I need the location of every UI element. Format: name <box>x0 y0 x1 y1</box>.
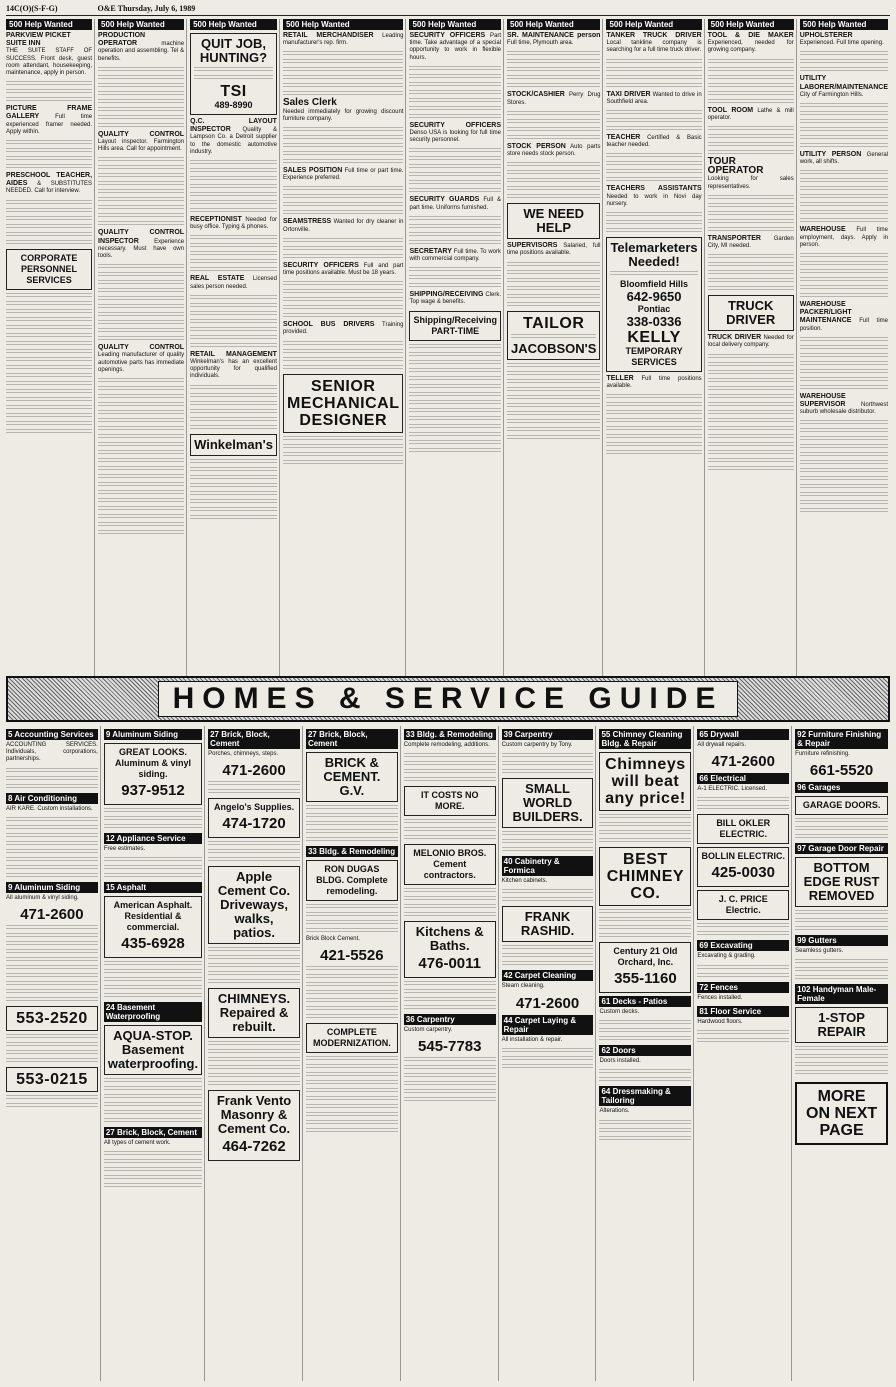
classified-ad: SUPERVISORS Salaried, full time positions available. <box>507 242 601 257</box>
column-9 <box>800 19 890 679</box>
category-header: 102 Handyman Male-Female <box>795 984 888 1004</box>
display-ad: American Asphalt. Residential & commercial. 435-6928 <box>104 896 202 958</box>
classified-ad: TELLER Full time positions available. <box>606 375 702 390</box>
display-ad: Frank Vento Masonry & Cement Co. 464-7262 <box>208 1090 300 1161</box>
display-ad: GARAGE DOORS. <box>795 796 888 815</box>
category-header: 12 Appliance Service <box>104 833 202 844</box>
display-ad: COMPLETE MODERNIZATION. <box>306 1023 398 1053</box>
guide-column-5 <box>404 726 499 1381</box>
more-on-next-page: MORE ON NEXT PAGE <box>795 1082 888 1145</box>
category-header: 24 Basement Waterproofing <box>104 1002 202 1022</box>
classified-ad: TANKER TRUCK DRIVER Local tankline company is searching for a full time truck driver. <box>606 32 702 54</box>
service-ad: Custom carpentry by Tony. <box>501 742 573 748</box>
classified-ad: TRUCK DRIVER Needed for local delivery company. <box>707 334 794 349</box>
classified-ad: REAL ESTATE Licensed sales person needed. <box>190 275 277 290</box>
classified-ad: UPHOLSTERER Experienced. Full time opening. <box>799 32 884 47</box>
display-ad: 553-0215 <box>6 1067 98 1092</box>
classified-ad: Q.C. LAYOUT INSPECTOR Quality & Lampson Co. a Detroit supplier to the domestic automotive industry. <box>190 118 277 155</box>
guide-column-6 <box>502 726 597 1381</box>
classified-ad: SECURITY OFFICERS Full and part time positions available. Must be 18 years. <box>282 261 404 277</box>
category-header: 97 Garage Door Repair <box>795 843 888 854</box>
service-ad: Doors installed. <box>599 1058 641 1065</box>
category-header: 33 Bldg. & Remodeling <box>306 846 398 857</box>
category-header: 33 Bldg. & Remodeling <box>404 729 496 740</box>
category-header: 61 Decks - Patios <box>599 996 691 1007</box>
classified-ad: SR. MAINTENANCE person Full time, Plymouth area. <box>507 32 601 47</box>
display-ad: Angelo's Supplies. 474-1720 <box>208 798 300 838</box>
display-ad: J. C. PRICE Electric. <box>697 890 789 920</box>
service-ad: All aluminum & vinyl siding. <box>6 894 79 901</box>
service-ad: Custom carpentry. <box>403 1027 453 1034</box>
display-ad: BOLLIN ELECTRIC. 425-0030 <box>697 847 789 887</box>
service-ad: Hardwood floors. <box>697 1018 743 1025</box>
service-ad: A-1 ELECTRIC. Licensed. <box>697 786 768 793</box>
classified-ad: SHIPPING/RECEIVING Clerk. Top wage & benefits. <box>409 291 501 306</box>
category-header: 99 Gutters <box>795 935 888 946</box>
column-8 <box>708 19 797 679</box>
category-header: 9 Aluminum Siding <box>6 882 98 893</box>
service-ad: Custom decks. <box>599 1009 640 1015</box>
category-header: 62 Doors <box>599 1045 691 1056</box>
column-2 <box>98 19 187 679</box>
service-ad: Complete remodeling, additions. <box>403 742 490 748</box>
phone-number: 471-2600 <box>222 762 286 780</box>
guide-column-3 <box>208 726 303 1381</box>
classified-ad: UTILITY LABORER/MAINTENANCE City of Farmington Hills. <box>799 75 888 98</box>
section-header: 500 Help Wanted <box>283 19 404 30</box>
classified-ad: PARKVIEW PICKET SUITE INN THE SUITE STAFF OF SUCCESS. Front desk, guest room attendant, housekeeping, maintenance, apply in person. <box>6 32 93 77</box>
display-ad: SENIOR MECHANICAL DESIGNER <box>283 374 404 433</box>
display-ad: WE NEED HELP <box>507 203 600 239</box>
category-header: 9 Aluminum Siding <box>104 729 202 740</box>
classified-ad: TOOL & DIE MAKER Experienced, needed for growing company. <box>707 32 794 54</box>
classified-ad: TOUR OPERATOR Looking for sales representatives. <box>707 156 794 190</box>
service-ad: Porches, chimneys, steps. <box>208 751 279 757</box>
section-header: 500 Help Wanted <box>507 19 600 30</box>
display-ad: CORPORATE PERSONNEL SERVICES <box>6 249 92 290</box>
category-header: 69 Excavating <box>697 940 789 951</box>
section-header: 500 Help Wanted <box>708 19 794 30</box>
column-4 <box>283 19 407 679</box>
category-header: 64 Dressmaking & Tailoring <box>599 1086 691 1106</box>
service-ad: Furniture refinishing. <box>795 751 850 757</box>
category-header: 27 Brick, Block, Cement <box>208 729 300 749</box>
display-ad: SMALL WORLD BUILDERS. <box>502 778 594 828</box>
column-6 <box>507 19 603 679</box>
display-ad: QUIT JOB, HUNTING? TSI 489-8990 <box>190 33 277 115</box>
classified-ad: RETAIL MERCHANDISER Leading manufacturer's rep. firm. <box>282 32 404 47</box>
display-ad: Winkelman's <box>190 434 277 456</box>
classified-ad: TEACHER Certified & Basic teacher needed. <box>606 134 702 149</box>
display-ad: 1-STOP REPAIR <box>795 1007 888 1043</box>
classified-ad: WAREHOUSE PACKER/LIGHT MAINTENANCE Full time position. <box>799 301 889 332</box>
classified-ad: QUALITY CONTROL Leading manufacturer of quality automotive parts has immediate openings. <box>98 344 185 373</box>
display-ad: FRANK RASHID. <box>502 906 594 942</box>
masthead <box>6 4 890 16</box>
page-code: 14C(O)(S-F-G) <box>6 4 58 13</box>
classified-ad: STOCK/CASHIER Perry Drug Stores. <box>507 91 601 106</box>
classified-ad: QUALITY CONTROL Layout inspector. Farmington Hills area. Call for appointment. <box>98 130 185 153</box>
section-header: 500 Help Wanted <box>606 19 701 30</box>
service-ad: Brick Block Cement. <box>305 936 360 942</box>
service-ad: Steam cleaning. <box>501 983 545 990</box>
category-header: 27 Brick, Block, Cement <box>104 1127 202 1138</box>
classified-ad: SECRETARY Full time. To work with commercial company. <box>409 247 501 263</box>
category-header: 42 Carpet Cleaning <box>502 970 594 981</box>
category-header: 66 Electrical <box>697 773 789 784</box>
classified-ad: RECEPTIONIST Needed for busy office. Typing & phones. <box>190 216 277 231</box>
display-ad: BOTTOM EDGE RUST REMOVED <box>795 857 888 907</box>
display-ad: GREAT LOOKS. Aluminum & vinyl siding. 937-9512 <box>104 743 202 805</box>
phone-number: 471-2600 <box>515 994 580 1012</box>
category-header: 8 Air Conditioning <box>6 793 98 804</box>
phone-number: 471-2600 <box>711 753 775 771</box>
classified-ad: WAREHOUSE Full time employment, days. Apply in person. <box>799 226 888 248</box>
service-ad: All installation & repair. <box>501 1036 563 1043</box>
classified-ad: PRODUCTION OPERATOR machine operation and assembling. Tel & benefits. <box>98 32 185 62</box>
display-ad: Apple Cement Co. Driveways, walks, patios. <box>208 866 300 944</box>
phone-number: 471-2600 <box>20 906 84 924</box>
classified-ad: SCHOOL BUS DRIVERS Training provided. <box>282 321 404 336</box>
guide-column-1 <box>6 726 101 1381</box>
service-ad: Alterations. <box>599 1108 630 1115</box>
classified-ad: RETAIL MANAGEMENT Winkelman's has an excellent opportunity for qualified individuals. <box>190 350 277 380</box>
classified-ad: SECURITY OFFICERS Part time. Take advantage of a special opportunity to work in flexible hours. <box>409 32 501 61</box>
service-ad: All drywall repairs. <box>697 742 746 748</box>
display-ad: Shipping/Receiving PART-TIME <box>409 311 501 341</box>
category-header: 44 Carpet Laying & Repair <box>502 1015 594 1035</box>
column-5 <box>409 19 504 679</box>
display-ad: AQUA-STOP. Basement waterproofing. <box>104 1025 202 1075</box>
category-header: 15 Asphalt <box>104 882 202 893</box>
service-ad: Seamless gutters. <box>795 948 844 955</box>
classified-ad: Sales Clerk Needed immediately for growing discount furniture company. <box>282 97 404 122</box>
category-header: 27 Brick, Block, Cement <box>306 729 398 749</box>
category-header: 36 Carpentry <box>404 1014 496 1025</box>
service-guide-banner: HOMES & SERVICE GUIDE <box>6 676 890 722</box>
section-header: 500 Help Wanted <box>190 19 277 30</box>
section-header: 500 Help Wanted <box>409 19 501 30</box>
classified-ad: SALES POSITION Full time or part time. Experience preferred. <box>282 167 404 182</box>
category-header: 72 Fences <box>697 982 789 993</box>
display-ad: RON DUGAS BLDG. Complete remodeling. <box>306 860 398 901</box>
classified-ad: WAREHOUSE SUPERVISOR Northwest suburb wholesale distributor. <box>799 392 888 416</box>
phone-number: 545-7783 <box>418 1038 482 1056</box>
display-ad: TAILOR JACOBSON'S <box>507 311 600 360</box>
classified-ad: TEACHERS ASSISTANTS Needed to work in Novi day nursery. <box>606 185 702 207</box>
classified-ad: PRESCHOOL TEACHER, AIDES & SUBSTITUTES NEEDED. Call for interview. <box>6 172 93 195</box>
category-header: 92 Furniture Finishing & Repair <box>795 729 888 749</box>
classified-ad: TAXI DRIVER Wanted to drive in Southfield area. <box>606 90 702 105</box>
service-ad: ACCOUNTING SERVICES. Individuals, corporations, partnerships. <box>6 742 98 763</box>
classified-ad: SECURITY GUARDS Full & part time. Uniforms furnished. <box>409 196 502 211</box>
display-ad: BEST CHIMNEY CO. <box>599 847 691 906</box>
category-header: 5 Accounting Services <box>6 729 98 740</box>
category-header: 81 Floor Service <box>697 1006 789 1017</box>
display-ad: TRUCK DRIVER <box>708 295 794 331</box>
classified-ad: UTILITY PERSON General work, all shifts. <box>799 151 889 166</box>
display-ad: Century 21 Old Orchard, Inc. 355-1160 <box>599 942 691 993</box>
service-ad: AIR KARE. Custom installations. <box>6 805 93 812</box>
display-ad: IT COSTS NO MORE. <box>404 786 496 816</box>
classified-ad: QUALITY CONTROL INSPECTOR Experience necessary. Must have own tools. <box>98 229 185 260</box>
phone-number: 661-5520 <box>809 762 874 780</box>
classified-ad: STOCK PERSON Auto parts store needs stock person. <box>507 142 601 158</box>
service-ad: All types of cement work. <box>103 1140 171 1147</box>
classified-ad: TOOL ROOM Lathe & mill operator. <box>707 106 794 121</box>
display-ad: Kitchens & Baths. 476-0011 <box>404 921 496 978</box>
service-ad: Kitchen cabinets. <box>501 878 548 885</box>
category-header: 55 Chimney Cleaning Bldg. & Repair <box>599 729 691 749</box>
help-wanted-section <box>6 19 890 679</box>
display-ad: CHIMNEYS. Repaired & rebuilt. <box>208 988 300 1038</box>
column-1 <box>6 19 95 679</box>
display-ad: BRICK & CEMENT. G.V. <box>306 752 398 802</box>
service-guide-section <box>6 726 890 1381</box>
classified-ad: SECURITY OFFICERS Denso USA is looking for full time security personnel. <box>409 121 501 144</box>
service-ad: Free estimates. <box>103 846 146 852</box>
category-header: 39 Carpentry <box>502 729 594 740</box>
category-header: 96 Garages <box>795 782 888 793</box>
guide-column-9 <box>795 726 890 1381</box>
column-3 <box>190 19 280 679</box>
display-ad: 553-2520 <box>6 1006 98 1031</box>
display-ad: BILL OKLER ELECTRIC. <box>697 814 789 844</box>
classified-ad: SEAMSTRESS Wanted for dry cleaner in Ortonville. <box>282 218 404 233</box>
category-header: 40 Cabinetry & Formica <box>502 856 594 876</box>
display-ad: MELONIO BROS. Cement contractors. <box>404 844 496 885</box>
section-header: 500 Help Wanted <box>98 19 184 30</box>
service-ad: Excavating & grading. <box>697 953 756 960</box>
section-header: 500 Help Wanted <box>800 19 888 30</box>
phone-number: 421-5526 <box>320 947 384 965</box>
guide-column-7 <box>599 726 694 1381</box>
guide-column-2 <box>104 726 205 1381</box>
paper-date: O&E Thursday, July 6, 1989 <box>97 4 196 13</box>
display-ad: Chimneys will beat any price! <box>599 752 691 811</box>
section-header: 500 Help Wanted <box>6 19 92 30</box>
guide-column-8 <box>697 726 792 1381</box>
category-header: 65 Drywall <box>697 729 789 740</box>
service-ad: Fences installed. <box>697 994 743 1001</box>
guide-column-4 <box>306 726 401 1381</box>
classified-ad: PICTURE FRAME GALLERY Full time experienced framer needed. Apply within. <box>6 105 93 135</box>
classified-ad: TRANSPORTER Garden City, MI needed. <box>707 234 794 250</box>
column-7 <box>606 19 704 679</box>
display-ad: Telemarketers Needed! Bloomfield Hills 642-9650 Pontiac 338-0336 KELLY TEMPORARY SERVICES <box>606 237 701 372</box>
